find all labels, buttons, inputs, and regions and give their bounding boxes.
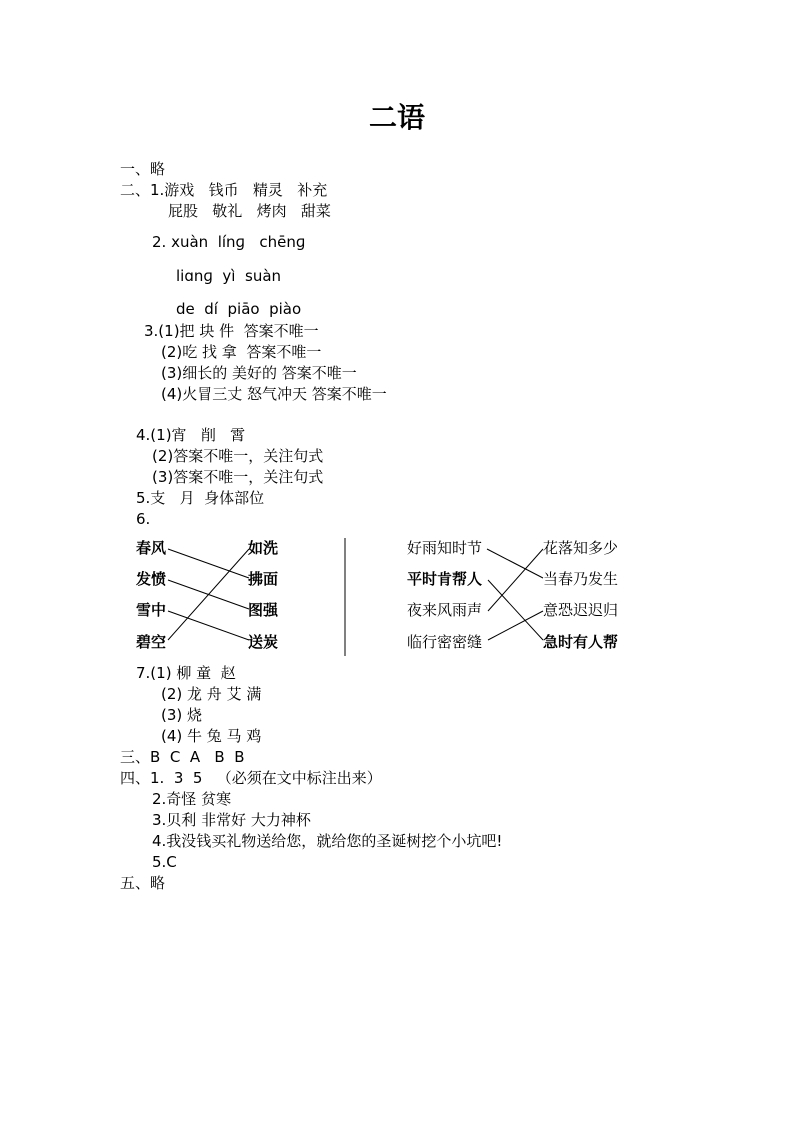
match-line-chunfeng-fumian — [168, 549, 249, 578]
section-2-item-7-b: (2) 龙 舟 艾 满 — [161, 685, 262, 703]
section-2-item-3-b: (2)吃 找 拿 答案不唯一 — [161, 343, 322, 361]
match-right-a-2: 平时肯帮人 — [407, 570, 483, 588]
section-4-item-2: 2.奇怪 贫寒 — [152, 790, 232, 808]
match-right-a-3: 夜来风雨声 — [407, 601, 483, 619]
match-line-xuezhong-songtan — [168, 611, 249, 640]
section-2-item-7-d: (4) 牛 兔 马 鸡 — [161, 727, 262, 745]
section-2-item-5: 5.支 月 身体部位 — [136, 489, 265, 507]
section-2-item-3-d: (4)火冒三丈 怒气冲天 答案不唯一 — [161, 385, 387, 403]
section-2-item-1-row-2: 屁股 敬礼 烤肉 甜菜 — [168, 202, 331, 220]
section-4-item-3: 3.贝利 非常好 大力神杯 — [152, 811, 311, 829]
section-2-item-6: 6. — [136, 510, 151, 528]
section-2-item-4-a: 4.(1)宵 削 霄 — [136, 426, 246, 444]
section-2-item-7-a: 7.(1) 柳 童 赵 — [136, 664, 236, 682]
section-2-item-3-c: (3)细长的 美好的 答案不唯一 — [161, 364, 357, 382]
match-left-a-1: 春风 — [136, 539, 167, 557]
match-line-yelai-hualuo — [488, 549, 543, 611]
match-right-b-2: 当春乃发生 — [543, 570, 619, 588]
match-line-haoyu-dangchun — [487, 549, 543, 578]
match-left-a-4: 碧空 — [136, 633, 167, 651]
match-right-b-1: 花落知多少 — [543, 539, 619, 557]
match-left-b-3: 图强 — [248, 601, 279, 619]
match-left-b-2: 拂面 — [248, 570, 279, 588]
section-2-item-1-row-1: 二、1.游戏 钱币 精灵 补充 — [120, 181, 328, 199]
match-left-b-1: 如洗 — [248, 539, 279, 557]
section-3: 三、B C A B B — [120, 748, 245, 766]
match-line-linxing-yikong — [488, 611, 543, 640]
match-line-pingshi-jishi — [488, 580, 543, 640]
pinyin-row-1: 2. xuàn línɡ chēnɡ — [152, 233, 306, 251]
pinyin-row-2: liɑnɡ yì suàn — [176, 267, 282, 285]
match-line-bikong-ruxi — [168, 549, 249, 640]
section-4-item-4: 4.我没钱买礼物送给您，就给您的圣诞树挖个小坑吧! — [152, 832, 503, 850]
page-title: 二语 — [368, 101, 425, 134]
section-5: 五、略 — [120, 874, 166, 892]
match-left-a-2: 发愤 — [136, 570, 167, 588]
section-4-item-5: 5.C — [152, 853, 177, 871]
match-left-a-3: 雪中 — [136, 601, 167, 619]
match-right-b-3: 意恐迟迟归 — [543, 601, 619, 619]
pinyin-row-3: de dí piāo piào — [176, 300, 302, 318]
section-2-item-4-b: (2)答案不唯一，关注句式 — [152, 447, 324, 465]
section-4-item-1: 四、1. 3 5 （必须在文中标注出来） — [120, 769, 382, 787]
section-2-item-3-a: 3.(1)把 块 件 答案不唯一 — [144, 322, 319, 340]
match-left-b-4: 送炭 — [248, 633, 279, 651]
section-1: 一、略 — [120, 160, 166, 178]
match-right-b-4: 急时有人帮 — [543, 633, 619, 651]
match-right-a-4: 临行密密缝 — [407, 633, 483, 651]
section-2-item-4-c: (3)答案不唯一，关注句式 — [152, 468, 324, 486]
match-right-a-1: 好雨知时节 — [407, 539, 483, 557]
section-2-item-7-c: (3) 烧 — [161, 706, 203, 724]
